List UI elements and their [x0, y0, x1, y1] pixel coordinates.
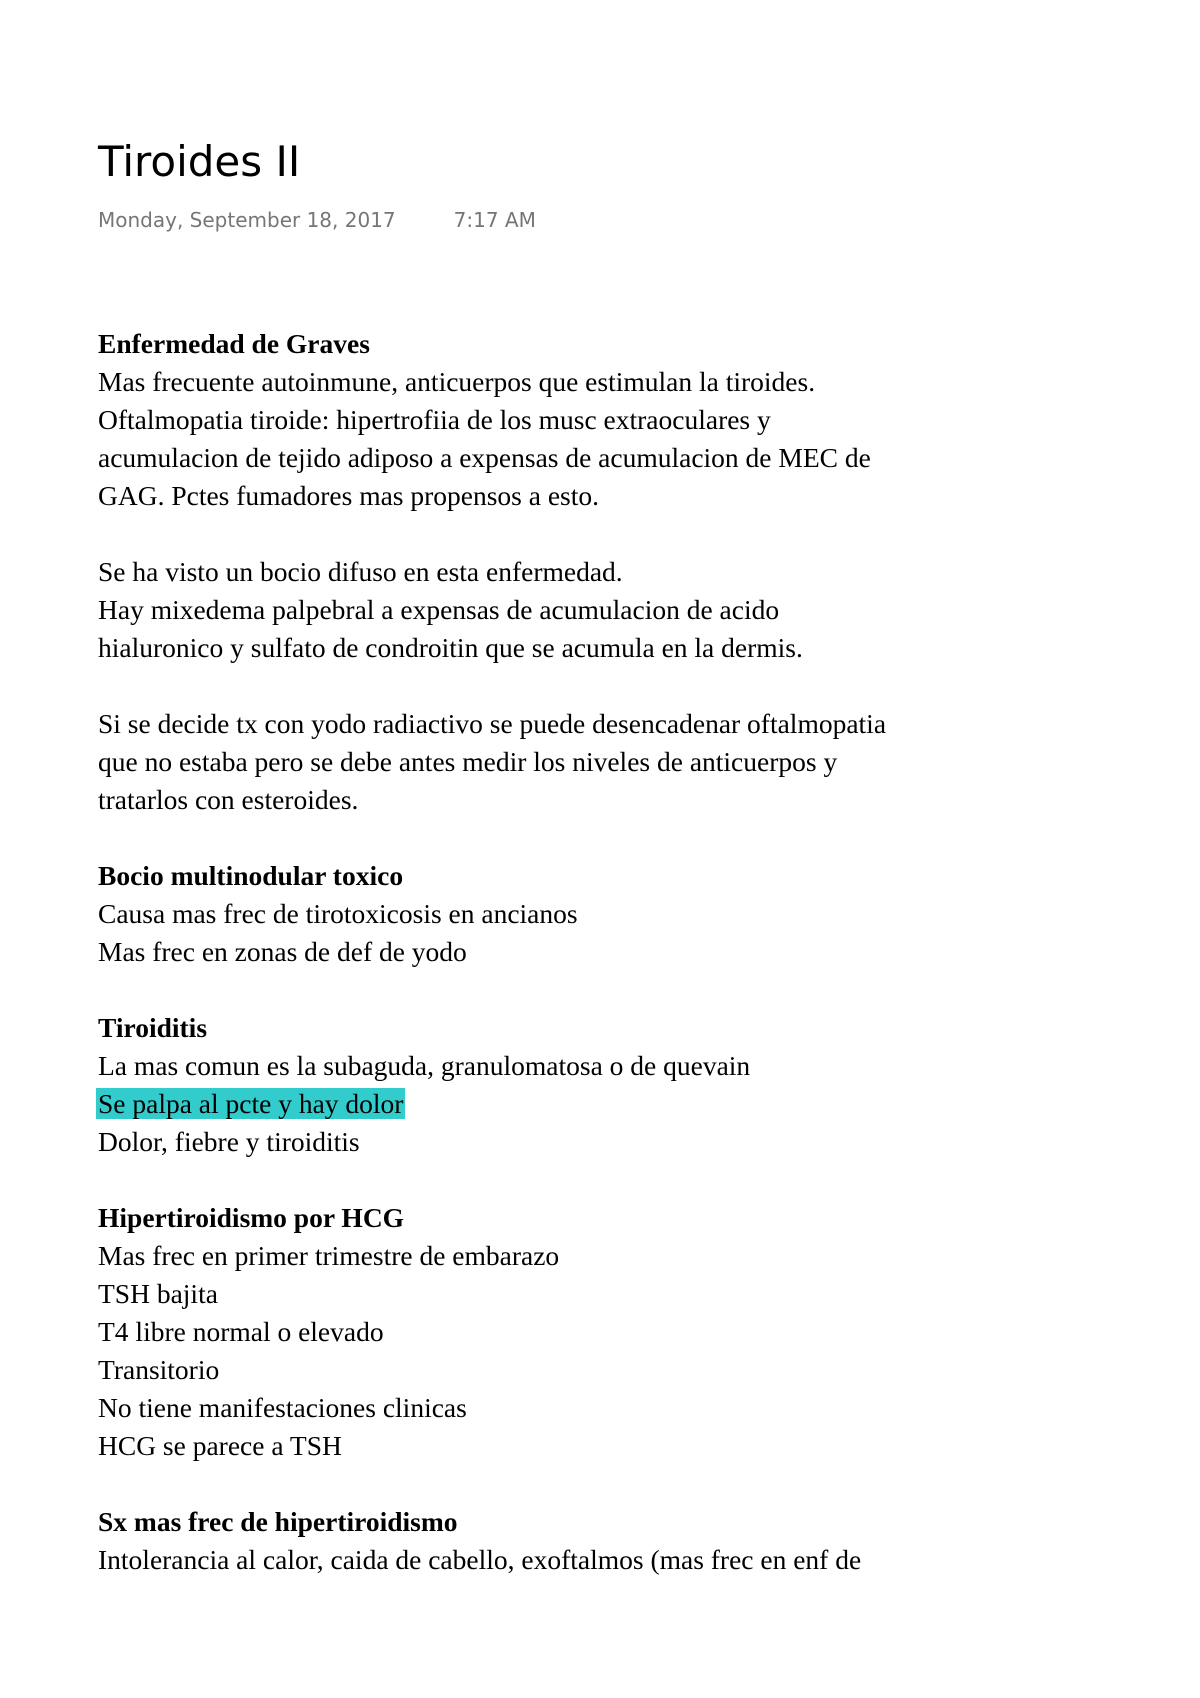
- section-hipertiroidismo-hcg: [98, 1199, 1158, 1465]
- text-line: Mas frec en zonas de def de yodo: [98, 936, 467, 967]
- paragraph-graves-bocio: [98, 553, 1158, 667]
- text-line: Mas frec en primer trimestre de embarazo: [98, 1240, 560, 1271]
- text-line: No tiene manifestaciones clinicas: [98, 1392, 467, 1423]
- paragraph-graves-yodo: [98, 705, 1158, 819]
- note-body: [98, 325, 1158, 1579]
- text-line: Oftalmopatia tiroide: hipertrofiia de los musc extraoculares y: [98, 404, 771, 435]
- page-title: Tiroides II: [98, 137, 301, 186]
- section-heading: Tiroiditis: [98, 1012, 208, 1043]
- text-line: HCG se parece a TSH: [98, 1430, 342, 1461]
- section-bocio-multinodular: [98, 857, 1158, 971]
- text-line: Mas frecuente autoinmune, anticuerpos que estimulan la tiroides.: [98, 366, 816, 397]
- text-line: tratarlos con esteroides.: [98, 784, 359, 815]
- text-line: Se ha visto un bocio difuso en esta enfermedad.: [98, 556, 623, 587]
- highlighted-line: [98, 1085, 1158, 1123]
- text-line: Si se decide tx con yodo radiactivo se puede desencadenar oftalmopatia: [98, 708, 887, 739]
- section-heading: Hipertiroidismo por HCG: [98, 1202, 405, 1233]
- text-line: TSH bajita: [98, 1278, 218, 1309]
- note-time: 7:17 AM: [453, 208, 536, 232]
- text-line: GAG. Pctes fumadores mas propensos a esto.: [98, 480, 600, 511]
- section-graves: [98, 325, 1158, 515]
- section-heading: Bocio multinodular toxico: [98, 860, 404, 891]
- section-sx-hipertiroidismo: [98, 1503, 1158, 1579]
- text-highlight: Se palpa al pcte y hay dolor: [98, 1088, 404, 1119]
- text-line: Intolerancia al calor, caida de cabello, exoftalmos (mas frec en enf de: [98, 1544, 862, 1575]
- note-timestamp: [98, 206, 536, 234]
- text-line: Causa mas frec de tirotoxicosis en ancianos: [98, 898, 578, 929]
- text-line: Hay mixedema palpebral a expensas de acumulacion de acido: [98, 594, 780, 625]
- text-line: hialuronico y sulfato de condroitin que se acumula en la dermis.: [98, 632, 803, 663]
- section-tiroiditis: [98, 1009, 1158, 1161]
- note-date: Monday, September 18, 2017: [98, 208, 396, 232]
- text-line: que no estaba pero se debe antes medir los niveles de anticuerpos y: [98, 746, 838, 777]
- section-heading: Enfermedad de Graves: [98, 328, 370, 359]
- text-line: T4 libre normal o elevado: [98, 1316, 384, 1347]
- text-line: Transitorio: [98, 1354, 220, 1385]
- text-line: Dolor, fiebre y tiroiditis: [98, 1126, 360, 1157]
- text-line: acumulacion de tejido adiposo a expensas de acumulacion de MEC de: [98, 442, 871, 473]
- section-heading: Sx mas frec de hipertiroidismo: [98, 1506, 458, 1537]
- text-line: La mas comun es la subaguda, granulomatosa o de quevain: [98, 1050, 751, 1081]
